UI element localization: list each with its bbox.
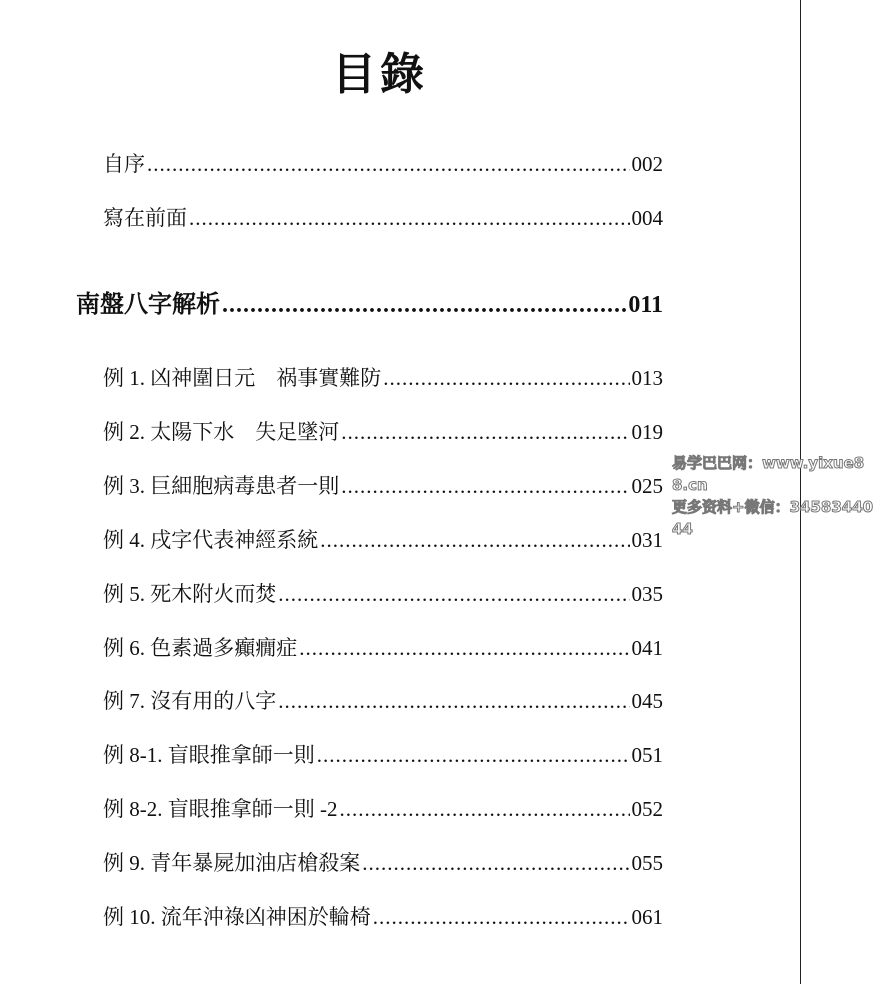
entry-label: 南盤八字解析 bbox=[76, 292, 220, 318]
dot-leader bbox=[340, 797, 630, 822]
toc-entry[interactable] bbox=[103, 416, 663, 446]
watermark-line-2: 更多资料+微信：3458344044 bbox=[672, 498, 874, 538]
entry-label: 例 7. 沒有用的八字 bbox=[103, 689, 277, 714]
toc-section[interactable] bbox=[76, 284, 663, 318]
page-number: 052 bbox=[631, 797, 663, 822]
toc-entry[interactable] bbox=[103, 470, 663, 500]
dot-leader bbox=[383, 366, 629, 391]
watermark bbox=[672, 452, 876, 540]
toc-entry[interactable] bbox=[103, 362, 663, 392]
entry-label: 寫在前面 bbox=[103, 206, 187, 230]
entry-label: 例 10. 流年沖祿凶神困於輪椅 bbox=[103, 905, 371, 929]
page-number: 011 bbox=[628, 292, 663, 318]
entry-label: 例 8-2. 盲眼推拿師一則 -2 bbox=[103, 797, 338, 822]
page-number: 031 bbox=[631, 527, 663, 552]
dot-leader bbox=[341, 474, 629, 499]
toc-entry[interactable] bbox=[103, 578, 663, 608]
dot-leader bbox=[278, 689, 629, 714]
toc-entry[interactable] bbox=[103, 739, 663, 769]
entry-label: 例 2. 太陽下水 失足墜河 bbox=[103, 419, 340, 444]
entry-label: 例 8-1. 盲眼推拿師一則 bbox=[103, 743, 315, 768]
toc-entry[interactable] bbox=[103, 901, 663, 931]
dot-leader bbox=[373, 905, 630, 930]
entry-label: 例 4. 戌字代表神經系統 bbox=[103, 527, 319, 552]
dot-leader bbox=[299, 636, 629, 661]
toc-entry[interactable] bbox=[103, 793, 663, 823]
page-number: 045 bbox=[631, 689, 663, 714]
dot-leader bbox=[189, 206, 630, 231]
entry-label: 例 5. 死木附火而焚 bbox=[103, 581, 277, 606]
toc-entry[interactable] bbox=[103, 524, 663, 554]
page-number: 019 bbox=[631, 419, 663, 444]
page-title: 目錄 bbox=[332, 50, 428, 99]
dot-leader bbox=[362, 851, 629, 876]
dot-leader bbox=[320, 528, 629, 553]
toc-entry[interactable] bbox=[103, 148, 663, 178]
dot-leader bbox=[222, 292, 626, 319]
toc-entry[interactable] bbox=[103, 202, 663, 232]
watermark-line-1: 易学巴巴网：www.yixue88.cn bbox=[672, 454, 865, 494]
dot-leader bbox=[147, 152, 630, 177]
entry-label: 自序 bbox=[103, 152, 145, 176]
page-number: 055 bbox=[631, 851, 663, 876]
entry-label: 例 1. 凶神圍日元 祸事實難防 bbox=[103, 366, 382, 390]
page-number: 041 bbox=[631, 635, 663, 660]
entry-label: 例 9. 青年暴屍加油店槍殺案 bbox=[103, 851, 361, 876]
page-number: 035 bbox=[631, 581, 663, 606]
toc-entry[interactable] bbox=[103, 847, 663, 877]
dot-leader bbox=[341, 420, 629, 445]
entry-label: 例 6. 色素過多癲癇症 bbox=[103, 635, 298, 660]
page-number: 061 bbox=[631, 905, 663, 929]
page-number: 004 bbox=[631, 206, 663, 230]
entry-label: 例 3. 巨細胞病毒患者一則 bbox=[103, 473, 340, 498]
dot-leader bbox=[317, 743, 630, 768]
dot-leader bbox=[278, 582, 629, 607]
toc-entry[interactable] bbox=[103, 685, 663, 715]
page-number: 025 bbox=[631, 473, 663, 498]
toc-entry[interactable] bbox=[103, 632, 663, 662]
page-number: 051 bbox=[631, 743, 663, 768]
page-number: 002 bbox=[631, 152, 663, 176]
page-number: 013 bbox=[631, 366, 663, 390]
